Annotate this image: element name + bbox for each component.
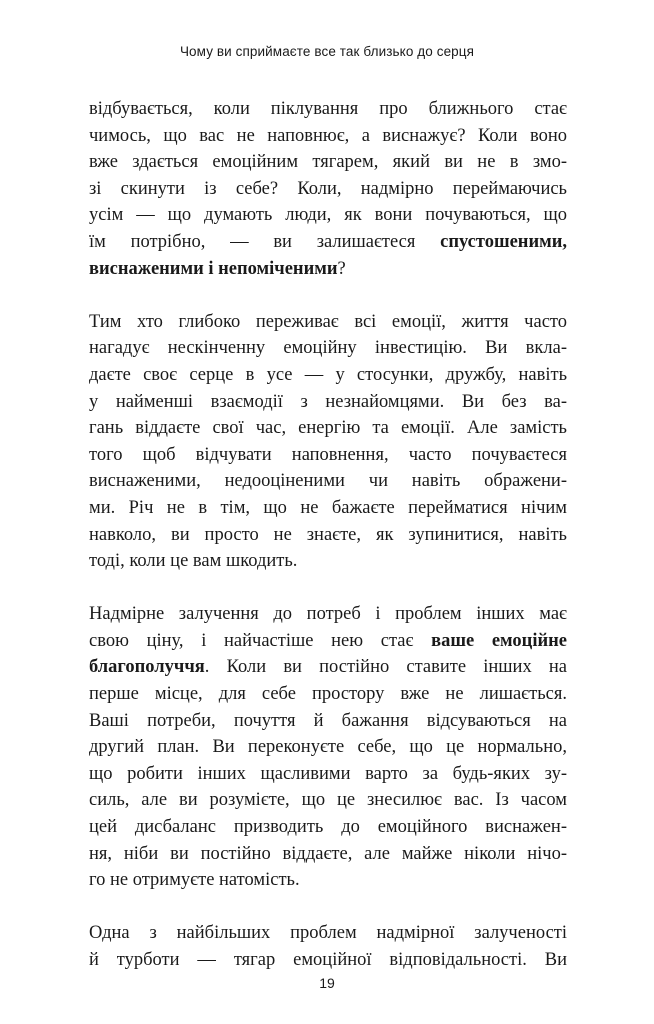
text-line	[89, 415, 567, 442]
text-run: Надмірне залучення до потреб і проблем інших має	[89, 604, 567, 625]
text-run: другий план. Ви переконуєте себе, що це нормально,	[89, 737, 567, 758]
text-run: свою ціну, і найчастіше нею стає	[89, 630, 432, 651]
text-run: відбувається, коли піклування про ближнього стає	[89, 99, 567, 119]
text-line	[89, 787, 567, 814]
text-run: у найменші взаємодії з незнайомцями. Ви без ва-	[89, 391, 567, 412]
text-run: вже здається емоційним тягарем, який ви не в змо-	[89, 152, 567, 173]
paragraph-gap	[89, 575, 567, 602]
text-run: даєте своє серце в усе — у стосунки, дружбу, навіть	[89, 364, 567, 385]
bold-text: благополуччя	[89, 657, 205, 678]
text-run: того щоб відчувати наповнення, часто почуваєтеся	[89, 444, 567, 465]
text-line	[89, 920, 567, 947]
paragraph	[89, 309, 567, 575]
text-run: . Коли ви постійно ставите інших на	[204, 657, 567, 678]
text-run: Тим хто глибоко переживає всі емоції, життя часто	[89, 311, 567, 332]
paragraph	[89, 920, 567, 973]
text-run: гань віддаєте свої час, енергію та емоції. Але замість	[89, 418, 567, 439]
text-line	[89, 947, 567, 974]
text-run: зі скинути із себе? Коли, надмірно переймаючись	[89, 178, 567, 199]
text-run: ми. Річ не в тім, що не бажаєте перейматися нічим	[89, 497, 567, 518]
paragraph-gap	[89, 282, 567, 309]
text-run: перше місце, для себе простору вже не лишається.	[89, 684, 567, 705]
text-line	[89, 841, 567, 868]
text-run: їм потрібно, — ви залишаєтеся	[89, 231, 441, 252]
text-line	[89, 176, 567, 203]
text-line	[89, 335, 567, 362]
text-line	[89, 814, 567, 841]
text-line	[89, 601, 567, 628]
text-line	[89, 389, 567, 416]
text-run: навколо, ви просто не знаєте, як зупинитися, навіть	[89, 524, 567, 545]
page-number: 19	[319, 975, 335, 991]
text-run: Одна з найбільших проблем надмірної залученості	[89, 923, 567, 944]
bold-text: ваше емоційне	[431, 630, 567, 651]
text-run: нагадує нескінченну емоційну інвестицію. Ви вкла-	[89, 338, 567, 359]
text-run: що робити інших щасливими варто за будь-яких зу-	[89, 763, 567, 784]
text-line	[89, 761, 567, 788]
text-line	[89, 123, 567, 150]
text-run: ?	[337, 258, 346, 279]
text-line	[89, 681, 567, 708]
bold-text: спустошеними,	[440, 231, 567, 252]
running-head: Чому ви сприймаєте все так близько до серця	[179, 44, 475, 59]
text-line	[89, 149, 567, 176]
text-line	[89, 654, 567, 681]
text-run: Ваші потреби, почуття й бажання відсуваються на	[89, 710, 567, 731]
text-line	[89, 309, 567, 336]
text-line	[89, 202, 567, 229]
text-line	[89, 468, 567, 495]
text-run: ня, ніби ви постійно віддаєте, але майже ніколи нічо-	[89, 843, 567, 864]
text-run: й турботи — тягар емоційної відповідальності. Ви	[89, 950, 567, 970]
text-line	[89, 522, 567, 549]
paragraph	[89, 601, 567, 894]
text-line	[89, 867, 567, 894]
text-run: го не отримуєте натомість.	[89, 870, 300, 891]
text-line	[89, 708, 567, 735]
text-line	[89, 548, 567, 575]
text-line	[89, 256, 567, 283]
text-line	[89, 229, 567, 256]
body-text	[89, 96, 567, 974]
text-line	[89, 495, 567, 522]
bold-text: виснаженими і непоміченими	[89, 258, 338, 279]
text-run: силь, але ви розумієте, що це знесилює вас. Із часом	[89, 790, 567, 811]
text-line	[89, 442, 567, 469]
text-line	[89, 734, 567, 761]
paragraph	[89, 96, 567, 282]
text-line	[89, 628, 567, 655]
text-line	[89, 362, 567, 389]
text-run: виснаженими, недооціненими чи навіть ображени-	[89, 471, 567, 492]
text-run: тоді, коли це вам шкодить.	[89, 551, 298, 572]
text-line	[89, 96, 567, 123]
text-run: усім — що думають люди, як вони почуваються, що	[89, 205, 567, 226]
paragraph-gap	[89, 894, 567, 921]
text-run: цей дисбаланс призводить до емоційного виснажен-	[89, 817, 567, 838]
text-run: чимось, що вас не наповнює, а виснажує? Коли воно	[89, 125, 567, 146]
